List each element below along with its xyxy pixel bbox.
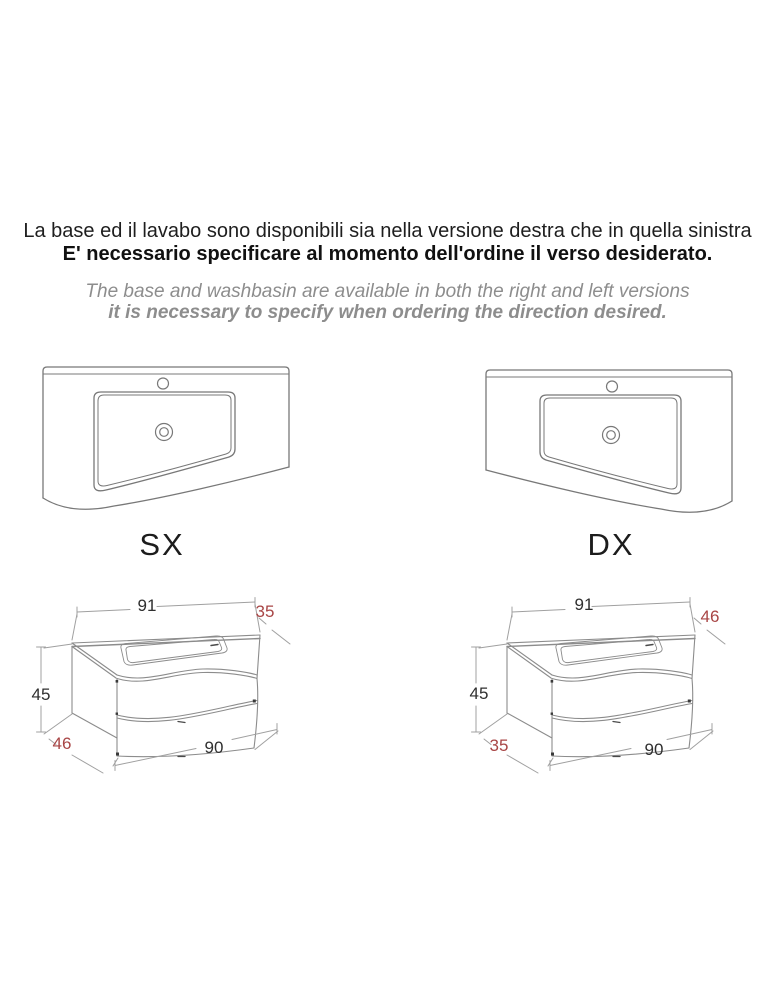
- order-notice: [0, 220, 775, 323]
- notice-line-italian-1: La base ed il lavabo sono disponibili sia nella versione destra che in quella sinistra: [23, 220, 752, 242]
- sx-dim-depth-bottom-left: 46: [52, 734, 72, 753]
- sx-cabinet-dimensions: [20, 585, 300, 785]
- sx-washbasin-top-view: [40, 365, 292, 515]
- dx-cabinet-dimensions: [455, 585, 735, 785]
- dx-dim-width-top: 91: [574, 595, 594, 614]
- dx-washbasin-top-view: [483, 368, 735, 518]
- dx-version-label: DX: [587, 527, 635, 562]
- dx-dim-depth-top-right: 46: [700, 607, 720, 626]
- dx-dim-depth-bottom-left: 35: [489, 736, 509, 755]
- sx-dim-depth-top-right: 35: [255, 602, 275, 621]
- notice-line-english-1: The base and washbasin are available in both the right and left versions: [85, 281, 690, 302]
- sx-dim-height: 45: [31, 685, 51, 704]
- sx-dim-width-bottom: 90: [204, 738, 224, 757]
- dx-dim-width-bottom: 90: [644, 740, 664, 759]
- notice-line-italian-2: E' necessario specificare al momento dell'ordine il verso desiderato.: [62, 243, 713, 265]
- sx-dim-width-top: 91: [137, 596, 157, 615]
- notice-line-english-2: it is necessary to specify when ordering the direction desired.: [108, 302, 667, 323]
- dx-dim-height: 45: [469, 684, 489, 703]
- sx-version-label: SX: [139, 527, 185, 562]
